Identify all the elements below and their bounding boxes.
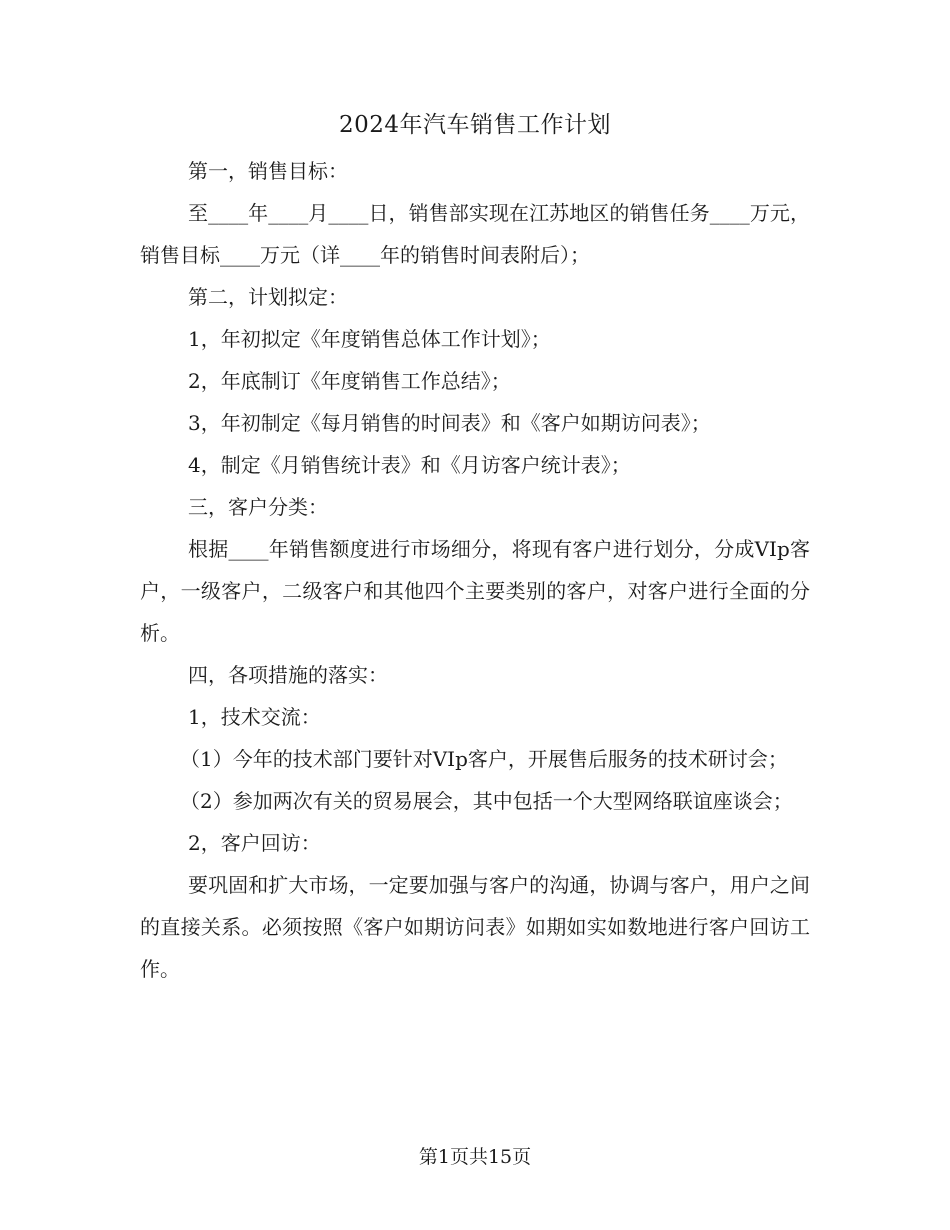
subheading-customer-visit: 2，客户回访： (188, 831, 321, 855)
paragraph-customer-class: 根据____年销售额度进行市场细分，将现有客户进行划分，分成VIp客户，一级客户，二级客户和其他四个主要类别的客户，对客户进行全面的分析。 (140, 537, 810, 645)
paragraph-sales-target: 至____年____月____日，销售部实现在江苏地区的销售任务____万元，销售目标____万元（详____年的销售时间表附后）； (140, 201, 810, 267)
section-heading-customer-class: 三，客户分类： (188, 495, 328, 519)
paragraph-customer-visit: 要巩固和扩大市场，一定要加强与客户的沟通，协调与客户，用户之间的直接关系。必须按照《客户如期访问表》如期如实如数地进行客户回访工作。 (140, 873, 810, 981)
document-title: 2024年汽车销售工作计划 (338, 112, 612, 138)
section-heading-measures: 四，各项措施的落实： (188, 663, 388, 687)
section-heading-plan: 第二，计划拟定： (188, 285, 348, 309)
list-item-plan-2: 2，年底制订《年度销售工作总结》； (188, 369, 511, 393)
subheading-tech-exchange: 1，技术交流： (188, 705, 321, 729)
list-item-plan-3: 3，年初制定《每月销售的时间表》和《客户如期访问表》； (188, 411, 711, 435)
list-item-tech-1: （1）今年的技术部门要针对VIp客户，开展售后服务的技术研讨会； (180, 747, 788, 771)
list-item-plan-1: 1，年初拟定《年度销售总体工作计划》； (188, 327, 551, 351)
page-number: 第1页共15页 (418, 1146, 532, 1168)
section-heading-sales-target: 第一，销售目标： (188, 159, 348, 183)
list-item-tech-2: （2）参加两次有关的贸易展会，其中包括一个大型网络联谊座谈会； (180, 789, 793, 813)
document-body (140, 150, 810, 990)
list-item-plan-4: 4，制定《月销售统计表》和《月访客户统计表》； (188, 453, 631, 477)
